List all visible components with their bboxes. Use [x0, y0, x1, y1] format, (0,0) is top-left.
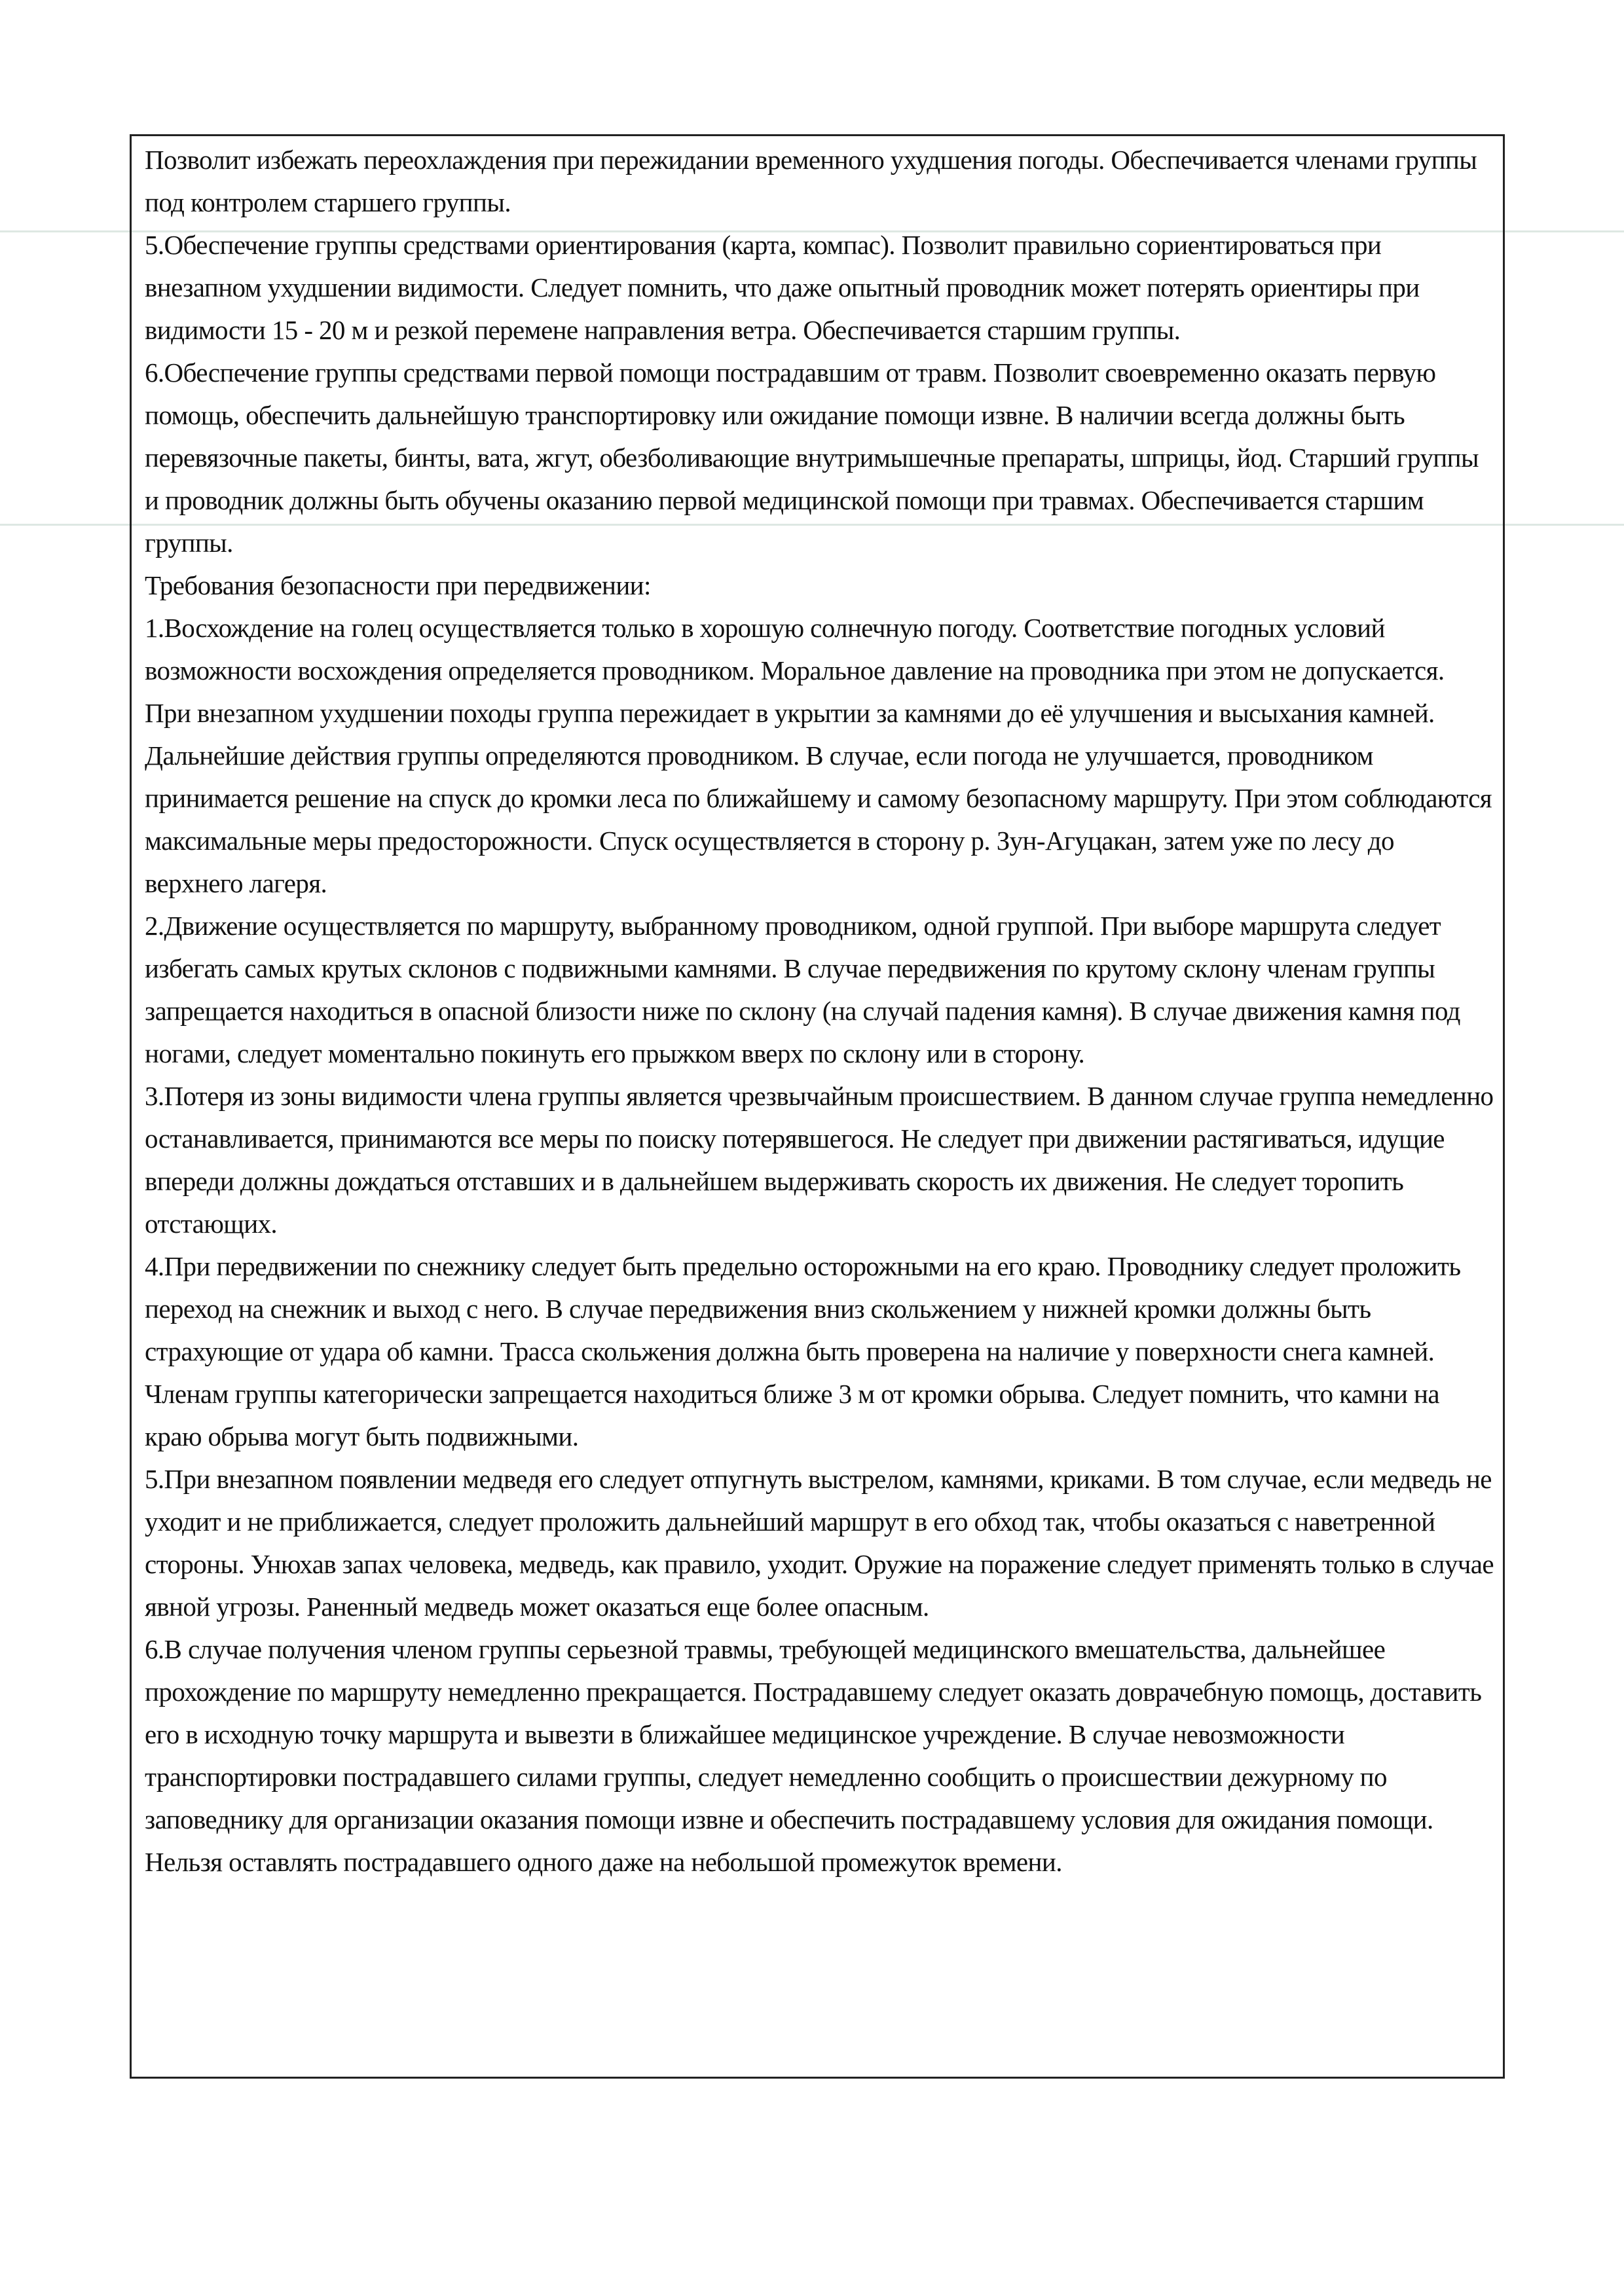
- paragraph-snowfield: 4.При передвижении по снежнику следует быть предельно осторожными на его краю. Проводнику следует проложить переход на снежник и выход с него. В случае передвижения вниз скольжением у нижней кромки должны быть страхующие от удара об камни. Трасса скольжения должна быть проверена на наличие у поверхности снега камней. Членам группы категорически запрещается находиться ближе 3 м от кромки обрыва. Следует помнить, что камни на краю обрыва могут быть подвижными.: [145, 1251, 1461, 1451]
- paragraph-ascent-weather: 1.Восхождение на голец осуществляется только в хорошую солнечную погоду. Соответствие погодных условий возможности восхождения определяется проводником. Моральное давление на проводника при этом не допускается. При внезапном ухудшении походы группа пережидает в укрытии за камнями до её улучшения и высыхания камней. Дальнейшие действия группы определяются проводником. В случае, если погода не улучшается, проводником принимается решение на спуск до кромки леса по ближайшему и самому безопасному маршруту. При этом соблюдаются максимальные меры предосторожности. Спуск осуществляется в сторону р. Зун-Агуцакан, затем уже по лесу до верхнего лагеря.: [145, 613, 1492, 898]
- paragraph-lost-member: 3.Потеря из зоны видимости члена группы является чрезвычайным происшествием. В данном случае группа немедленно останавливается, принимаются все меры по поиску потерявшегося. Не следует при движении растягиваться, идущие впереди должны дождаться отставших и в дальнейшем выдерживать скорость их движения. Не следует торопить отстающих.: [145, 1081, 1494, 1239]
- paragraph-route-movement: 2.Движение осуществляется по маршруту, выбранному проводником, одной группой. При выборе маршрута следует избегать самых крутых склонов с подвижными камнями. В случае передвижения по крутому склону членам группы запрещается находиться в опасной близости ниже по склону (на случай падения камня). В случае движения камня под ногами, следует моментально покинуть его прыжком вверх по склону или в сторону.: [145, 911, 1460, 1068]
- section-heading-movement-safety: Требования безопасности при передвижении:: [145, 570, 651, 600]
- paragraph-first-aid-means: 6.Обеспечение группы средствами первой помощи пострадавшим от травм. Позволит своевременно оказать первую помощь, обеспечить дальнейшую транспортировку или ожидание помощи извне. В наличии всегда должны быть перевязочные пакеты, бинты, вата, жгут, обезболивающие внутримышечные препараты, шприцы, йод. Старший группы и проводник должны быть обучены оказанию первой медицинской помощи при травмах. Обеспечивается старшим группы.: [145, 357, 1479, 558]
- paragraph-orientation-means: 5.Обеспечение группы средствами ориентирования (карта, компас). Позволит правильно сориентироваться при внезапном ухудшении видимости. Следует помнить, что даже опытный проводник может потерять ориентиры при видимости 15 - 20 м и резкой перемене направления ветра. Обеспечивается старшим группы.: [145, 230, 1420, 345]
- document-text-frame: [130, 134, 1505, 2079]
- paragraph-serious-injury: 6.В случае получения членом группы серьезной травмы, требующей медицинского вмешательства, дальнейшее прохождение по маршруту немедленно прекращается. Пострадавшему следует оказать доврачебную помощь, доставить его в исходную точку маршрута и вывезти в ближайшее медицинское учреждение. В случае невозможности транспортировки пострадавшего силами группы, следует немедленно сообщить о происшествии дежурному по заповеднику для организации оказания помощи извне и обеспечить пострадавшему условия для ожидания помощи. Нельзя оставлять пострадавшего одного даже на небольшой промежуток времени.: [145, 1634, 1482, 1877]
- paragraph-bear-encounter: 5.При внезапном появлении медведя его следует отпугнуть выстрелом, камнями, криками. В том случае, если медведь не уходит и не приближается, следует проложить дальнейший маршрут в его обход так, чтобы оказаться с наветренной стороны. Унюхав запах человека, медведь, как правило, уходит. Оружие на поражение следует применять только в случае явной угрозы. Раненный медведь может оказаться еще более опасным.: [145, 1464, 1494, 1622]
- paragraph-hypothermia-note: Позволит избежать переохлаждения при пережидании временного ухудшения погоды. Обеспечивается членами группы под контролем старшего группы.: [145, 145, 1477, 217]
